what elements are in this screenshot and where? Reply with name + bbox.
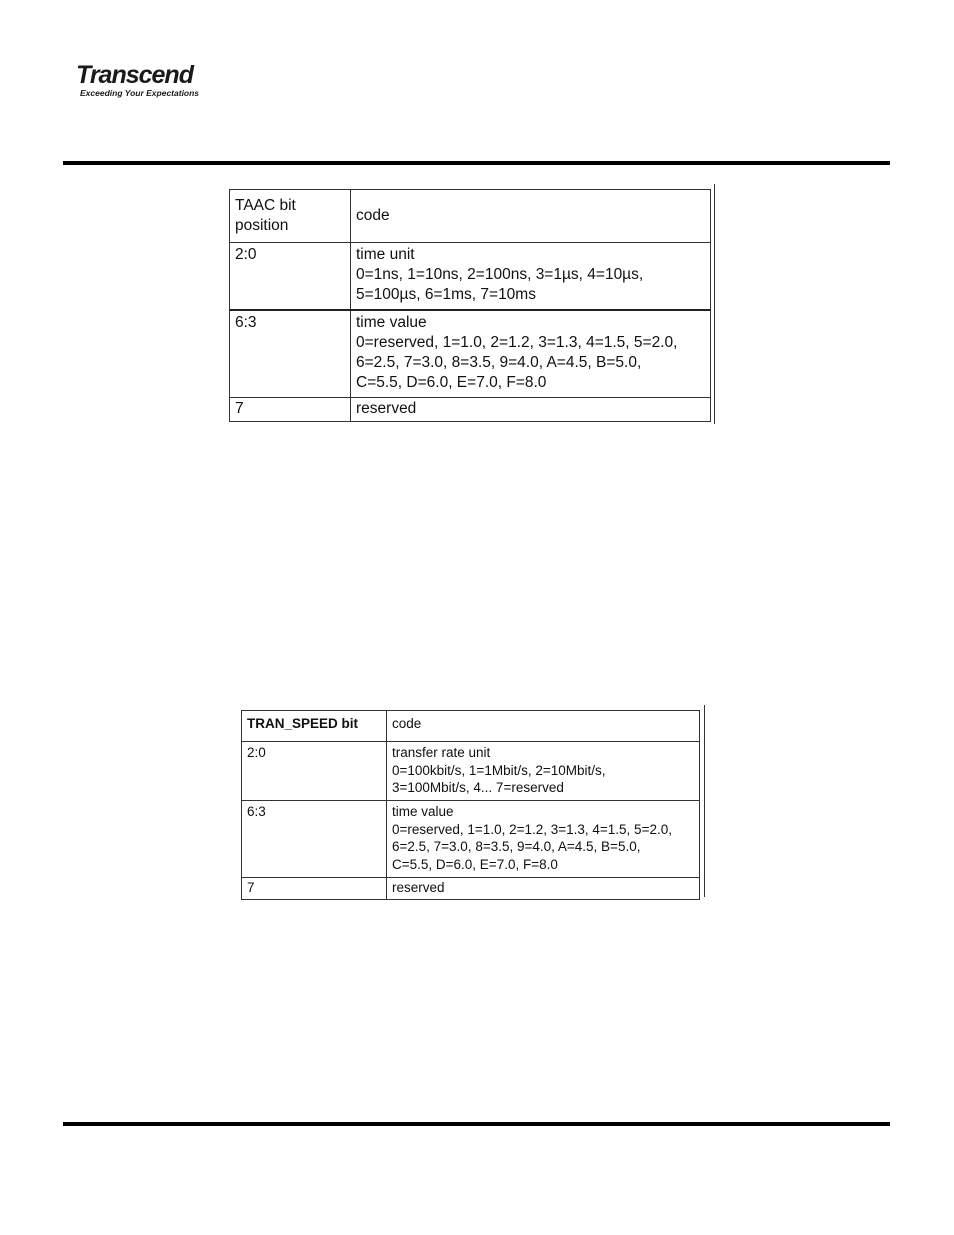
logo-text: Transcend	[76, 61, 193, 89]
code-line: 3=100Mbit/s, 4... 7=reserved	[392, 780, 564, 795]
bit-position-cell: 2:0	[230, 243, 351, 311]
table-row	[230, 398, 711, 422]
code-line: 0=100kbit/s, 1=1Mbit/s, 2=10Mbit/s,	[392, 762, 606, 778]
code-line: 5=100µs, 6=1ms, 7=10ms	[356, 286, 536, 303]
header-rule	[63, 161, 890, 165]
code-line: C=5.5, D=6.0, E=7.0, F=8.0	[392, 856, 558, 872]
bit-position-cell: 7	[230, 398, 351, 422]
table-header-row	[230, 190, 711, 243]
code-title: reserved	[392, 880, 445, 895]
table-row	[242, 801, 700, 878]
bit-position-cell: 7	[242, 878, 387, 900]
table-row	[242, 742, 700, 801]
header-value-cell: code	[387, 711, 700, 742]
code-line: 0=reserved, 1=1.0, 2=1.2, 3=1.3, 4=1.5, 5=2.0,	[392, 821, 672, 837]
footer-rule	[63, 1122, 890, 1126]
tran-speed-table	[241, 710, 700, 900]
code-line: 0=reserved, 1=1.0, 2=1.2, 3=1.3, 4=1.5, 5=2.0,	[356, 334, 678, 351]
brand-logo	[76, 62, 199, 98]
code-line: 6=2.5, 7=3.0, 8=3.5, 9=4.0, A=4.5, B=5.0,	[392, 839, 641, 854]
table-row	[230, 310, 711, 398]
code-title: time value	[356, 314, 427, 331]
bit-position-cell: 2:0	[242, 742, 387, 801]
header-key-cell: TRAN_SPEED bit	[242, 711, 387, 742]
code-title: transfer rate unit	[392, 745, 491, 760]
header-value-cell: code	[351, 190, 711, 243]
table-row	[242, 878, 700, 900]
code-cell	[351, 398, 711, 422]
code-title: time unit	[356, 246, 415, 263]
bit-position-cell: 6:3	[230, 310, 351, 398]
bit-position-cell: 6:3	[242, 801, 387, 878]
table-header-row	[242, 711, 700, 742]
code-line: C=5.5, D=6.0, E=7.0, F=8.0	[356, 374, 547, 391]
code-title: time value	[392, 804, 454, 819]
code-title: reserved	[356, 400, 417, 417]
table-edge-line	[704, 705, 705, 897]
code-cell	[387, 801, 700, 878]
header-key-cell: TAAC bit position	[230, 190, 351, 243]
code-cell	[387, 742, 700, 801]
logo-tagline: Exceeding Your Expectations	[80, 88, 200, 98]
table-row	[230, 243, 711, 311]
table-edge-line	[714, 184, 715, 424]
code-line: 6=2.5, 7=3.0, 8=3.5, 9=4.0, A=4.5, B=5.0,	[356, 354, 642, 371]
code-cell	[351, 310, 711, 398]
code-line: 0=1ns, 1=10ns, 2=100ns, 3=1µs, 4=10µs,	[356, 266, 644, 283]
taac-table	[229, 189, 711, 422]
code-cell	[387, 878, 700, 900]
code-cell	[351, 243, 711, 311]
